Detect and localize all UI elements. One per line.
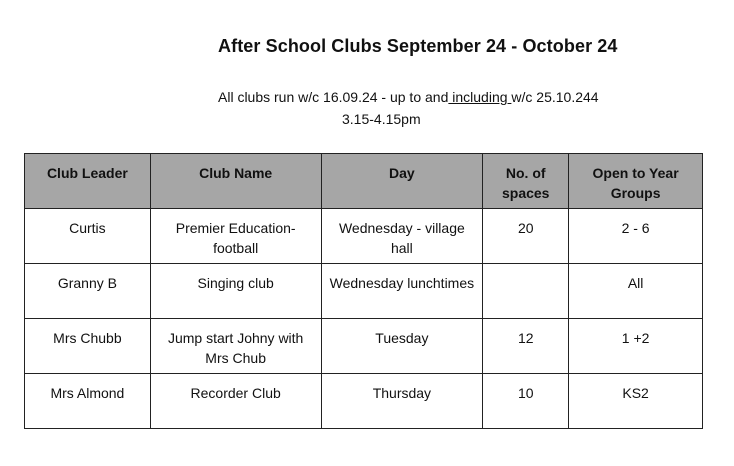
cell-club-name: Singing club [150, 264, 321, 319]
header-club-name: Club Name [150, 154, 321, 209]
cell-club-leader: Mrs Chubb [25, 319, 151, 374]
club-time: 3.15-4.15pm [342, 111, 421, 127]
cell-day: Wednesday lunchtimes [321, 264, 483, 319]
date-range-end: w/c 25.10.244 [511, 89, 599, 105]
cell-day: Wednesday - village hall [321, 209, 483, 264]
cell-spaces: 20 [483, 209, 569, 264]
cell-year-groups: KS2 [569, 374, 703, 429]
cell-spaces [483, 264, 569, 319]
header-club-leader: Club Leader [25, 154, 151, 209]
cell-club-name: Jump start Johny with Mrs Chub [150, 319, 321, 374]
including-underlined: including [448, 89, 512, 105]
cell-club-leader: Curtis [25, 209, 151, 264]
cell-spaces: 12 [483, 319, 569, 374]
table-row [25, 209, 703, 264]
date-range-start: All clubs run w/c 16.09.24 - up to and [218, 89, 449, 105]
cell-year-groups: All [569, 264, 703, 319]
table-row [25, 264, 703, 319]
cell-year-groups: 2 - 6 [569, 209, 703, 264]
header-year-groups: Open to Year Groups [569, 154, 703, 209]
clubs-table [24, 153, 703, 429]
header-spaces: No. of spaces [483, 154, 569, 209]
cell-day: Tuesday [321, 319, 483, 374]
cell-day: Thursday [321, 374, 483, 429]
header-row [25, 154, 703, 209]
cell-club-leader: Mrs Almond [25, 374, 151, 429]
date-range-text [218, 89, 599, 105]
table-row [25, 319, 703, 374]
cell-spaces: 10 [483, 374, 569, 429]
table-row [25, 374, 703, 429]
cell-club-name: Recorder Club [150, 374, 321, 429]
page-title: After School Clubs September 24 - October 24 [218, 36, 618, 56]
cell-year-groups: 1 +2 [569, 319, 703, 374]
cell-club-leader: Granny B [25, 264, 151, 319]
cell-club-name: Premier Education-football [150, 209, 321, 264]
header-day: Day [321, 154, 483, 209]
